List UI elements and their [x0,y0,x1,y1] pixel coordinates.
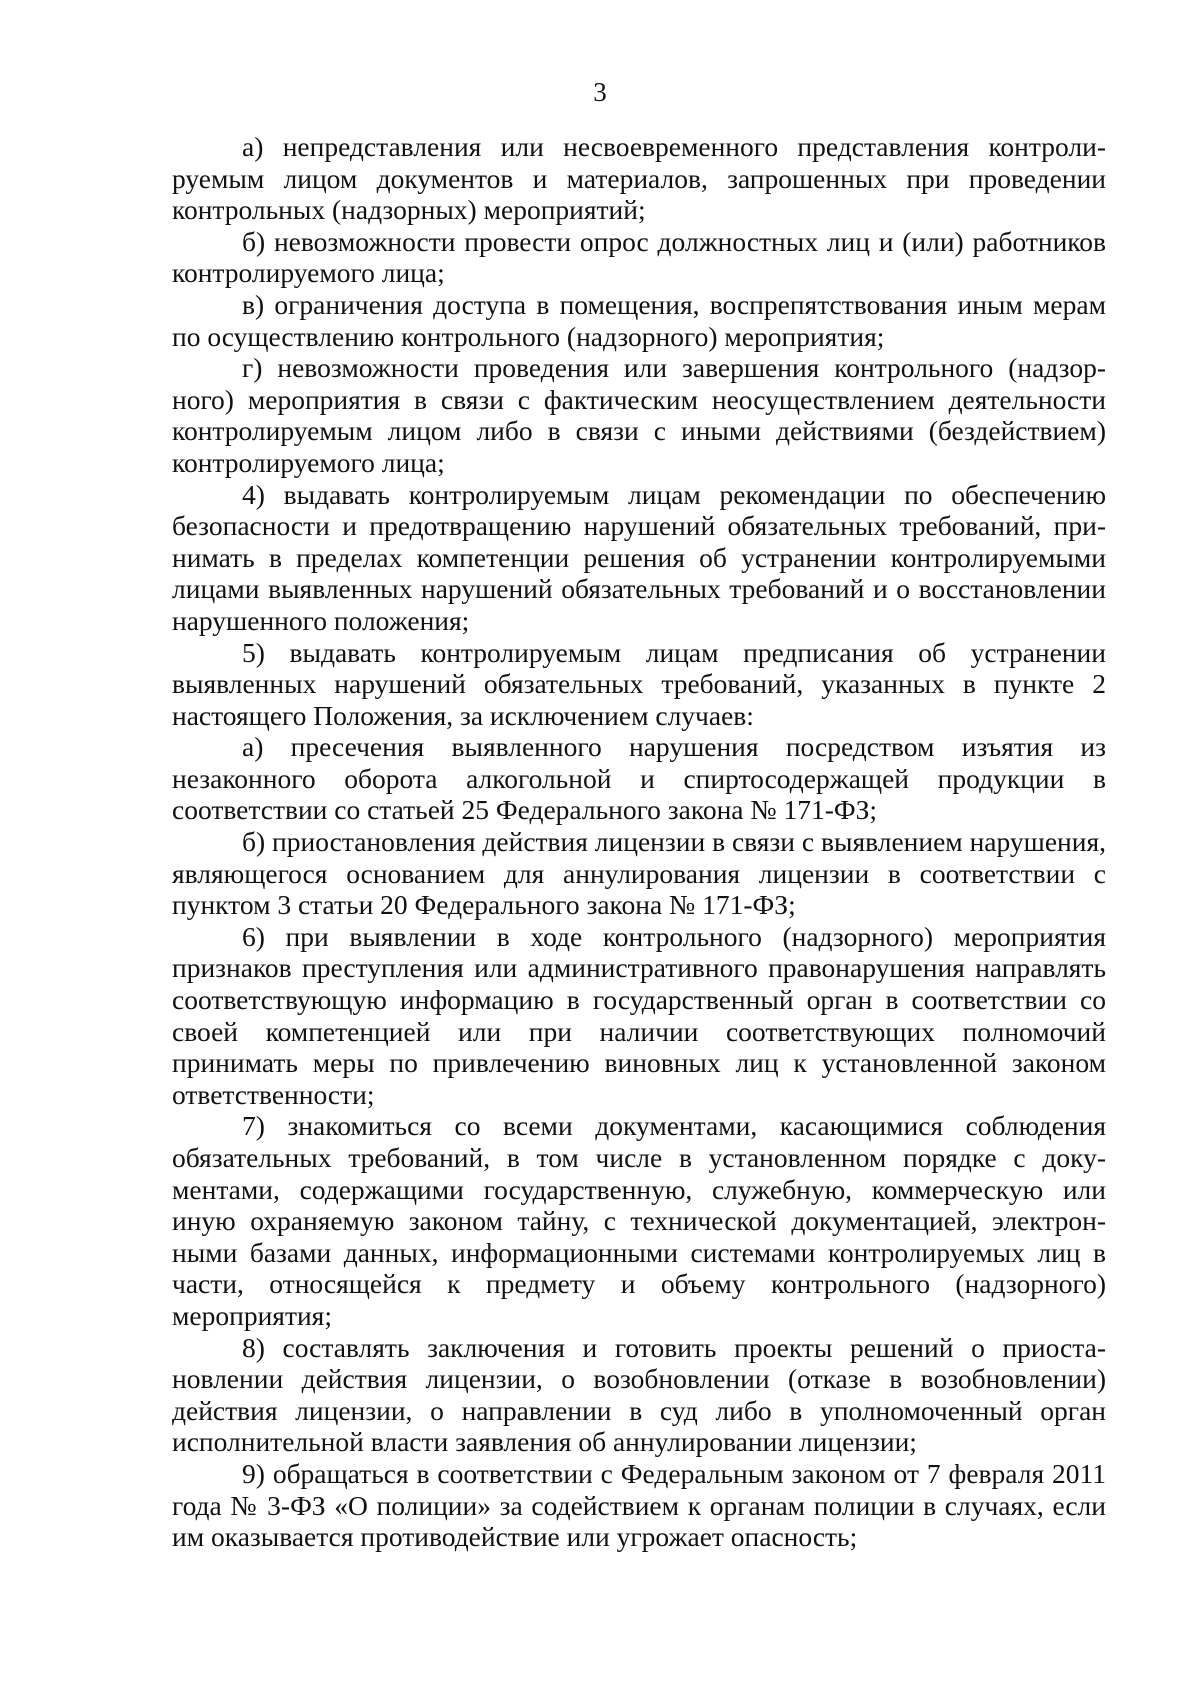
paragraph-item-g-inability: г) невозможности проведения или завершения контрольного (надзорного) мероприятия в связи с фактическим неосуществлением деятельности контролируемым лицом либо в связи с иными действиями (бездействием) контролируемого лица; [172,352,1106,478]
paragraph-item-v-access: в) ограничения доступа в помещения, воспрепятствования иным мерам по осуществлению контрольного (надзорного) мероприятия; [172,288,1106,352]
paragraph-item-b-interview: б) невозможности провести опрос должностных лиц и (или) работников контролируемого лица; [172,225,1106,289]
page-number: 3 [593,77,607,107]
paragraph-item-a-nonsubmission: а) непредставления или несвоевременного представления контролируемым лицом документов и материалов, запрошенных при проведении контрольных (надзорных) мероприятий; [172,131,1106,226]
paragraph-item-6-crime: 6) при выявлении в ходе контрольного (надзорного) мероприятия признаков преступления или административного правонарушения направлять соответствующую информацию в государственный орган в соответствии со своей компетенцией или при наличии соответствующих полномочий принимать меры по привлечению виновных лиц к установленной законом ответственности; [172,920,1106,1110]
document-body [172,131,1106,1553]
paragraph-item-4-recommendations: 4) выдавать контролируемым лицам рекомендации по обеспечению безопасности и предотвращению нарушений обязательных требований, принимать в пределах компетенции решения об устранении контролируемыми лицами выявленных нарушений обязательных требований и о восстановлении нарушенного положения; [172,478,1106,636]
paragraph-item-5b-suspension: б) приостановления действия лицензии в связи с выявлением нарушения, являющегося основанием для аннулирования лицензии в соответствии с пунктом 3 статьи 20 Федерального закона № 171-ФЗ; [172,826,1106,921]
paragraph-item-8-conclusions: 8) составлять заключения и готовить проекты решений о приостановлении действия лицензии, о возобновлении (отказе в возобновлении) действия лицензии, о направлении в суд либо в уполномоченный орган исполнительной власти заявления об аннулировании лицензии; [172,1331,1106,1458]
paragraph-item-9-police: 9) обращаться в соответствии с Федеральным законом от 7 февраля 2011 года № 3-ФЗ «О полиции» за содействием к органам полиции в случаях, если им оказывается противодействие или угрожает опасность; [172,1457,1106,1553]
paragraph-item-5a-seizure: а) пресечения выявленного нарушения посредством изъятия из незаконного оборота алкогольной и спиртосодержащей продукции в соответствии со статьей 25 Федерального закона № 171-ФЗ; [172,731,1106,826]
paragraph-item-5-orders: 5) выдавать контролируемым лицам предписания об устранении выявленных нарушений обязательных требований, указанных в пункте 2 настоящего Положения, за исключением случаев: [172,636,1106,731]
paragraph-item-7-documents: 7) знакомиться со всеми документами, касающимися соблюдения обязательных требований, в том числе в установленном порядке с документами, содержащими государственную, служебную, коммерческую или иную охраняемую законом тайну, с технической документацией, электронными базами данных, информационными системами контролируемых лиц в части, относящейся к предмету и объему контрольного (надзорного) мероприятия; [172,1110,1106,1331]
